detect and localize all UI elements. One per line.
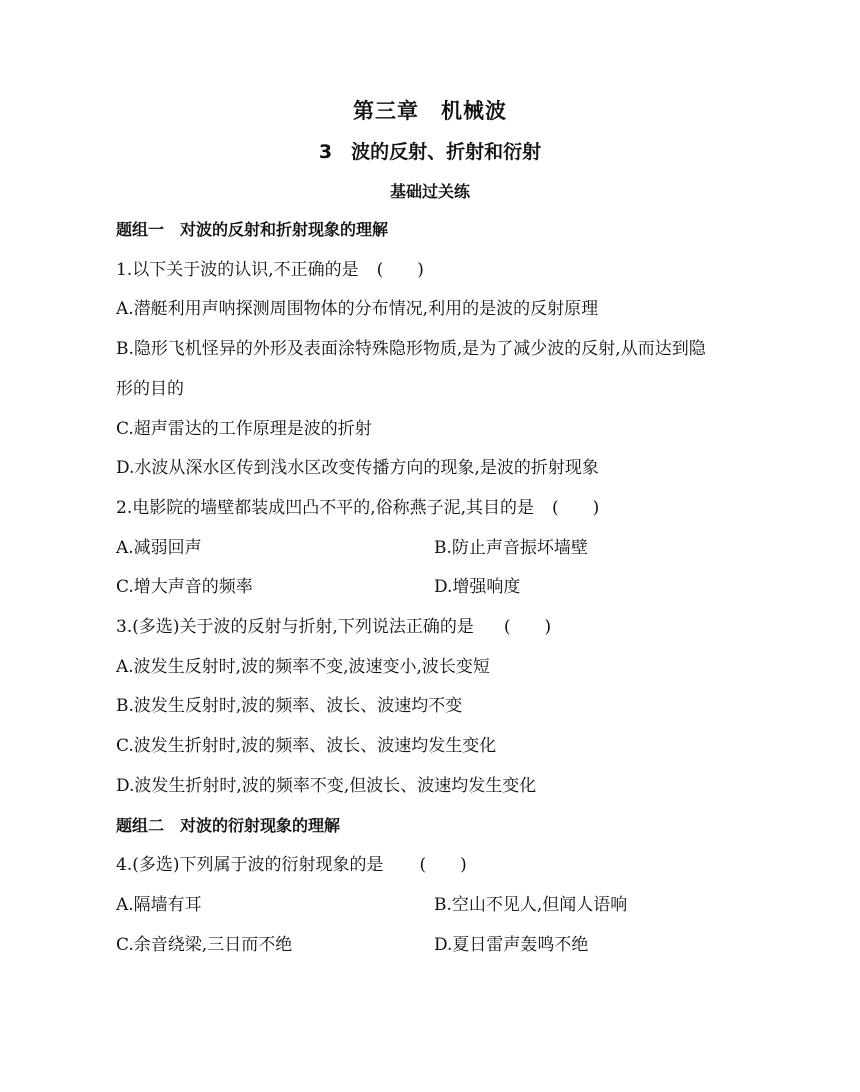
- question-4-option-a: A.隔墙有耳: [116, 895, 202, 915]
- question-4-stem: 4.(多选)下列属于波的衍射现象的是: [116, 855, 384, 875]
- question-2-option-d: D.增强响度: [434, 577, 521, 597]
- section-title: 3 波的反射、折射和衍射: [318, 141, 542, 163]
- question-3-option-a: A.波发生反射时,波的频率不变,波速变小,波长变短: [116, 657, 490, 677]
- question-3-stem: 3.(多选)关于波的反射与折射,下列说法正确的是: [116, 617, 474, 637]
- question-1-option-a: A.潜艇利用声呐探测周围物体的分布情况,利用的是波的反射原理: [116, 299, 599, 319]
- question-4-option-c: C.余音绕梁,三日而不绝: [116, 935, 293, 955]
- question-2-option-b: B.防止声音振坏墙壁: [434, 538, 588, 558]
- question-1-option-d: D.水波从深水区传到浅水区改变传播方向的现象,是波的折射现象: [116, 458, 599, 478]
- question-2: [116, 497, 599, 519]
- question-1-answer-bracket: ( ): [376, 260, 424, 280]
- question-2-answer-bracket: ( ): [552, 498, 600, 518]
- question-4-option-b: B.空山不见人,但闻人语响: [434, 895, 628, 915]
- question-1: [116, 259, 424, 281]
- question-3-option-c: C.波发生折射时,波的频率、波长、波速均发生变化: [116, 736, 497, 756]
- question-2-option-c: C.增大声音的频率: [116, 577, 253, 597]
- question-4: [116, 854, 467, 876]
- question-3-answer-bracket: ( ): [503, 617, 552, 637]
- question-1-stem: 1.以下关于波的认识,不正确的是: [116, 260, 359, 280]
- question-1-option-c: C.超声雷达的工作原理是波的折射: [116, 419, 372, 439]
- group-1-title: 题组一 对波的反射和折射现象的理解: [116, 220, 389, 239]
- question-3-option-b: B.波发生反射时,波的频率、波长、波速均不变: [116, 696, 463, 716]
- question-1-option-b-continued: 形的目的: [116, 379, 184, 399]
- question-2-stem: 2.电影院的墙壁都装成凹凸不平的,俗称燕子泥,其目的是: [116, 498, 535, 518]
- question-1-option-b: B.隐形飞机怪异的外形及表面涂特殊隐形物质,是为了减少波的反射,从而达到隐: [116, 339, 706, 359]
- question-3: [116, 616, 551, 638]
- question-4-answer-bracket: ( ): [419, 855, 467, 875]
- group-2-title: 题组二 对波的衍射现象的理解: [116, 816, 341, 835]
- question-2-option-a: A.减弱回声: [116, 538, 202, 558]
- practice-subtitle: 基础过关练: [389, 182, 470, 201]
- question-4-option-d: D.夏日雷声轰鸣不绝: [434, 935, 589, 955]
- question-3-option-d: D.波发生折射时,波的频率不变,但波长、波速均发生变化: [116, 776, 537, 796]
- chapter-title: 第三章 机械波: [353, 99, 507, 123]
